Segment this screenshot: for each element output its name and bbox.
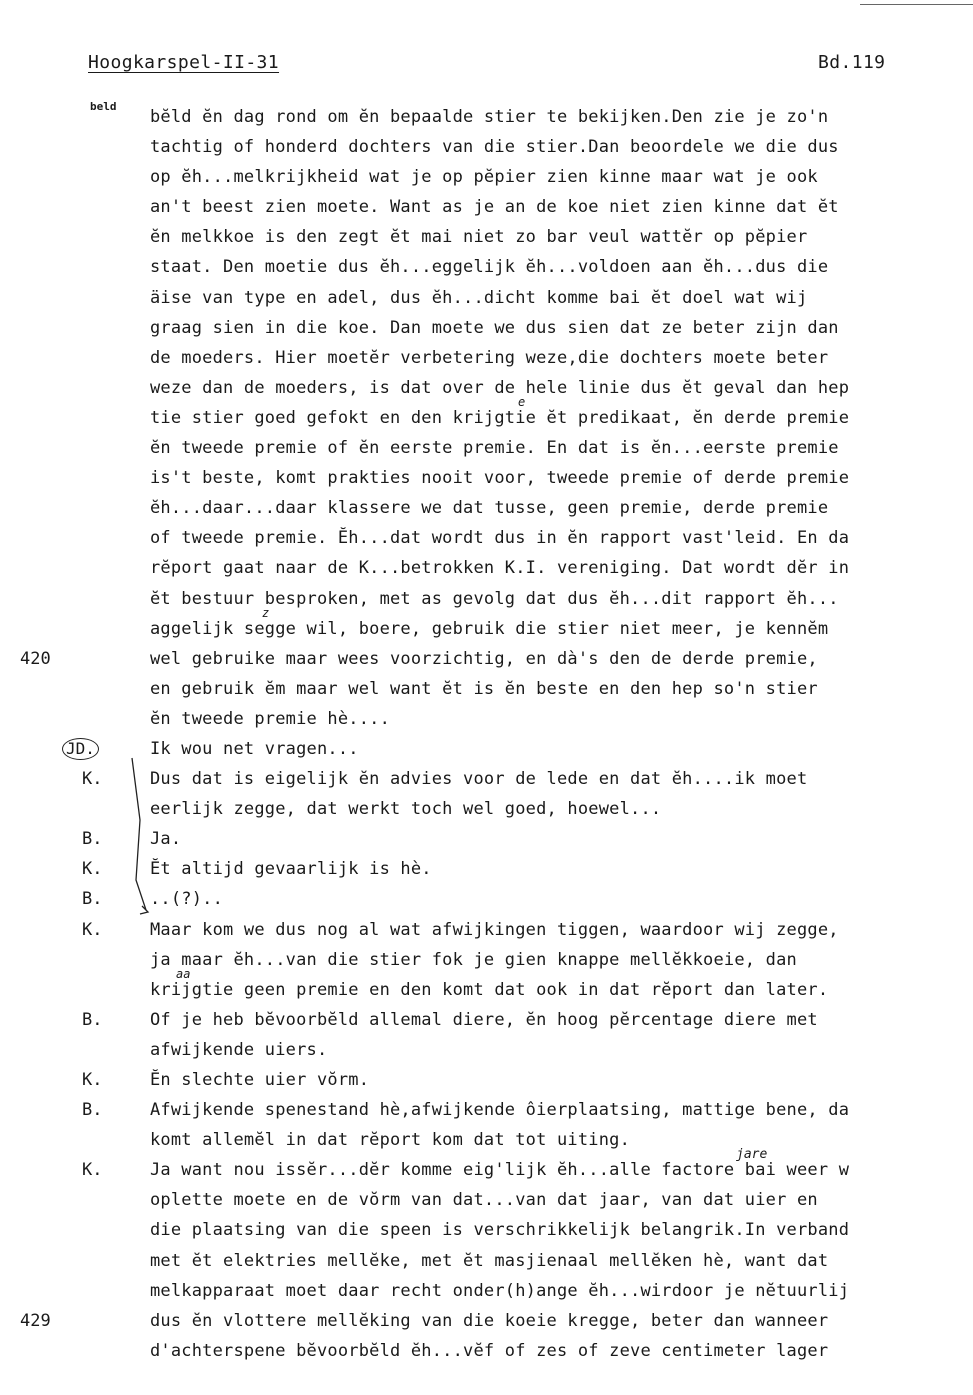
transcript-line — [0, 343, 973, 373]
annotation-aa: aa — [176, 967, 191, 981]
line-text: krijgtie geen premie en den komt dat ook in dat rĕport dan later. — [150, 979, 829, 1000]
transcript-lines — [0, 102, 973, 1366]
line-text: ĕt bestuur besproken, met as gevolg dat dus ĕh...dit rapport ĕh... — [150, 588, 839, 609]
line-text: rĕport gaat naar de K...betrokken K.I. vereniging. Dat wordt dĕr in — [150, 558, 850, 579]
transcript-line — [0, 975, 973, 1005]
annotation-e: e — [518, 395, 526, 409]
top-rule — [860, 4, 973, 5]
transcript-line — [0, 644, 973, 674]
line-text: Of je heb bĕvoorbĕld allemal diere, ĕn hoog pĕrcentage diere met — [150, 1009, 818, 1030]
line-text: oplette moete en de vŏrm van dat...van dat jaar, van dat uier en — [150, 1190, 818, 1211]
annotation-z: z — [262, 606, 270, 620]
line-text: op ĕh...melkrijkheid wat je op pĕpier zien kinne maar wat je ook — [150, 167, 818, 188]
line-text: staat. Den moetie dus ĕh...eggelijk ĕh...voldoen aan ĕh...dus die — [150, 257, 829, 278]
line-text: Afwijkende spenestand hè,afwijkende ôierplaatsing, mattige bene, da — [150, 1100, 850, 1121]
speaker-label: K. — [82, 919, 103, 940]
line-text: Ik wou net vragen... — [150, 738, 359, 759]
transcript-line — [0, 764, 973, 794]
transcript-line — [0, 102, 973, 132]
transcript-line — [0, 1215, 973, 1245]
line-text: en gebruik ĕm maar wel want ĕt is ĕn beste en den hep so'n stier — [150, 678, 818, 699]
speaker-label — [62, 734, 122, 764]
transcript-line — [0, 1065, 973, 1095]
transcript-line — [0, 523, 973, 553]
transcript-line — [0, 1155, 973, 1185]
speaker-label: B. — [82, 1100, 103, 1121]
line-text: of tweede premie. Ĕh...dat wordt dus in ĕn rapport vast'leid. En da — [150, 528, 850, 549]
line-text: ja maar ĕh...van die stier fok je gien knappe mellĕkkoeie, dan — [150, 949, 797, 970]
line-text: ĕn tweede premie hè.... — [150, 708, 391, 729]
transcript-line — [0, 283, 973, 313]
transcript-line — [0, 403, 973, 433]
speaker-label: B. — [82, 829, 103, 850]
line-text: dus ĕn vlottere mellĕking van die koeie kregge, beter dan wanneer — [150, 1310, 829, 1331]
line-text: ĕn melkkoe is den zegt ĕt mai niet zo bar veul wattĕr op pĕpier — [150, 227, 808, 248]
transcript-line — [0, 1035, 973, 1065]
speaker-label-circled: JD. — [62, 738, 99, 760]
line-text: Ĕt altijd gevaarlijk is hè. — [150, 859, 432, 880]
line-text: de moeders. Hier moetĕr verbetering weze,die dochters moete beter — [150, 347, 829, 368]
transcript-line — [0, 884, 973, 914]
line-text: Ĕn slechte uier vŏrm. — [150, 1070, 370, 1090]
line-text: is't beste, komt prakties nooit voor, tweede premie of derde premie — [150, 468, 850, 489]
line-text: Dus dat is eigelijk ĕn advies voor de lede en dat ĕh....ik moet — [150, 769, 808, 790]
transcript-line — [0, 313, 973, 343]
transcript-line — [0, 162, 973, 192]
line-text: an't beest zien moete. Want as je an de koe niet zien kinne dat ĕt — [150, 197, 839, 218]
line-text: d'achterspene bĕvoorbĕld ĕh...vĕf of zes of zeve centimeter lager — [150, 1340, 829, 1361]
transcript-line — [0, 463, 973, 493]
transcript-line — [0, 1005, 973, 1035]
line-text: Maar kom we dus nog al wat afwijkingen tiggen, waardoor wij zegge, — [150, 919, 839, 940]
transcript-line — [0, 734, 973, 764]
transcript-line — [0, 252, 973, 282]
line-text: komt allemĕl in dat rĕport kom dat tot uiting. — [150, 1130, 631, 1151]
line-text: äise van type en adel, dus ĕh...dicht komme bai ĕt doel wat wij — [150, 287, 808, 308]
transcript-line — [0, 132, 973, 162]
transcript-line — [0, 704, 973, 734]
transcript-line — [0, 1185, 973, 1215]
transcript-line — [0, 192, 973, 222]
transcript-line — [0, 915, 973, 945]
transcript-line — [0, 1306, 973, 1336]
speaker-label: K. — [82, 859, 103, 880]
annotation-jare: jare — [736, 1147, 768, 1162]
line-text: bĕld ĕn dag rond om ĕn bepaalde stier te bekijken.Den zie je zo'n — [150, 107, 829, 127]
line-text: Ja. — [150, 829, 182, 850]
handwritten-correction: beld — [90, 100, 117, 113]
line-text: aggelijk segge wil, boere, gebruik die stier niet meer, je kennĕm — [150, 618, 829, 639]
page-number: Bd.119 — [818, 52, 886, 73]
transcript-line — [0, 1246, 973, 1276]
line-text: eerlijk zegge, dat werkt toch wel goed, hoewel... — [150, 799, 662, 820]
speaker-label: B. — [82, 1009, 103, 1030]
transcript-line — [0, 674, 973, 704]
transcript-line — [0, 794, 973, 824]
transcript-line — [0, 824, 973, 854]
line-number: 429 — [20, 1310, 51, 1331]
transcript-line — [0, 222, 973, 252]
line-text: ĕh...daar...daar klassere we dat tusse, geen premie, derde premie — [150, 498, 829, 519]
line-text: afwijkende uiers. — [150, 1039, 328, 1060]
transcript-line — [0, 854, 973, 884]
line-text: wel gebruike maar wees voorzichtig, en dà's den de derde premie, — [150, 648, 818, 669]
line-text: melkapparaat moet daar recht onder(h)ange ĕh...wirdoor je nĕtuurlij — [150, 1280, 850, 1301]
speaker-label: K. — [82, 1070, 103, 1090]
line-text: ĕn tweede premie of ĕn eerste premie. En dat is ĕn...eerste premie — [150, 438, 839, 459]
speaker-label: K. — [82, 769, 103, 790]
transcript-line — [0, 614, 973, 644]
speaker-label: K. — [82, 1160, 103, 1181]
document-id: Hoogkarspel-II-31 — [88, 52, 280, 73]
transcript-line — [0, 433, 973, 463]
line-text: graag sien in die koe. Dan moete we dus sien dat ze beter zijn dan — [150, 317, 839, 338]
transcript-line — [0, 1336, 973, 1366]
transcript-line — [0, 1276, 973, 1306]
line-text: weze dan de moeders, is dat over de hele linie dus ĕt geval dan hep — [150, 377, 850, 398]
transcript-line — [0, 553, 973, 583]
line-number: 420 — [20, 648, 51, 669]
line-text: tachtig of honderd dochters van die stier.Dan beoordele we die dus — [150, 137, 839, 158]
line-text: ..(?).. — [150, 889, 224, 910]
transcript-line — [0, 584, 973, 614]
line-text: Ja want nou issĕr...dĕr komme eig'lijk ĕh...alle factore bai weer w — [150, 1160, 850, 1181]
speaker-label: B. — [82, 889, 103, 910]
transcript-line — [0, 493, 973, 523]
transcript-line — [0, 373, 973, 403]
line-text: tie stier goed gefokt en den krijgtie ĕt predikaat, ĕn derde premie — [150, 407, 850, 428]
transcript-line — [0, 945, 973, 975]
line-text: die plaatsing van die speen is verschrikkelijk belangrik.In verband — [150, 1220, 850, 1241]
line-text: met ĕt elektries mellĕke, met ĕt masjienaal mellĕken hè, want dat — [150, 1250, 829, 1271]
transcript-line — [0, 1125, 973, 1155]
transcript-line — [0, 1095, 973, 1125]
